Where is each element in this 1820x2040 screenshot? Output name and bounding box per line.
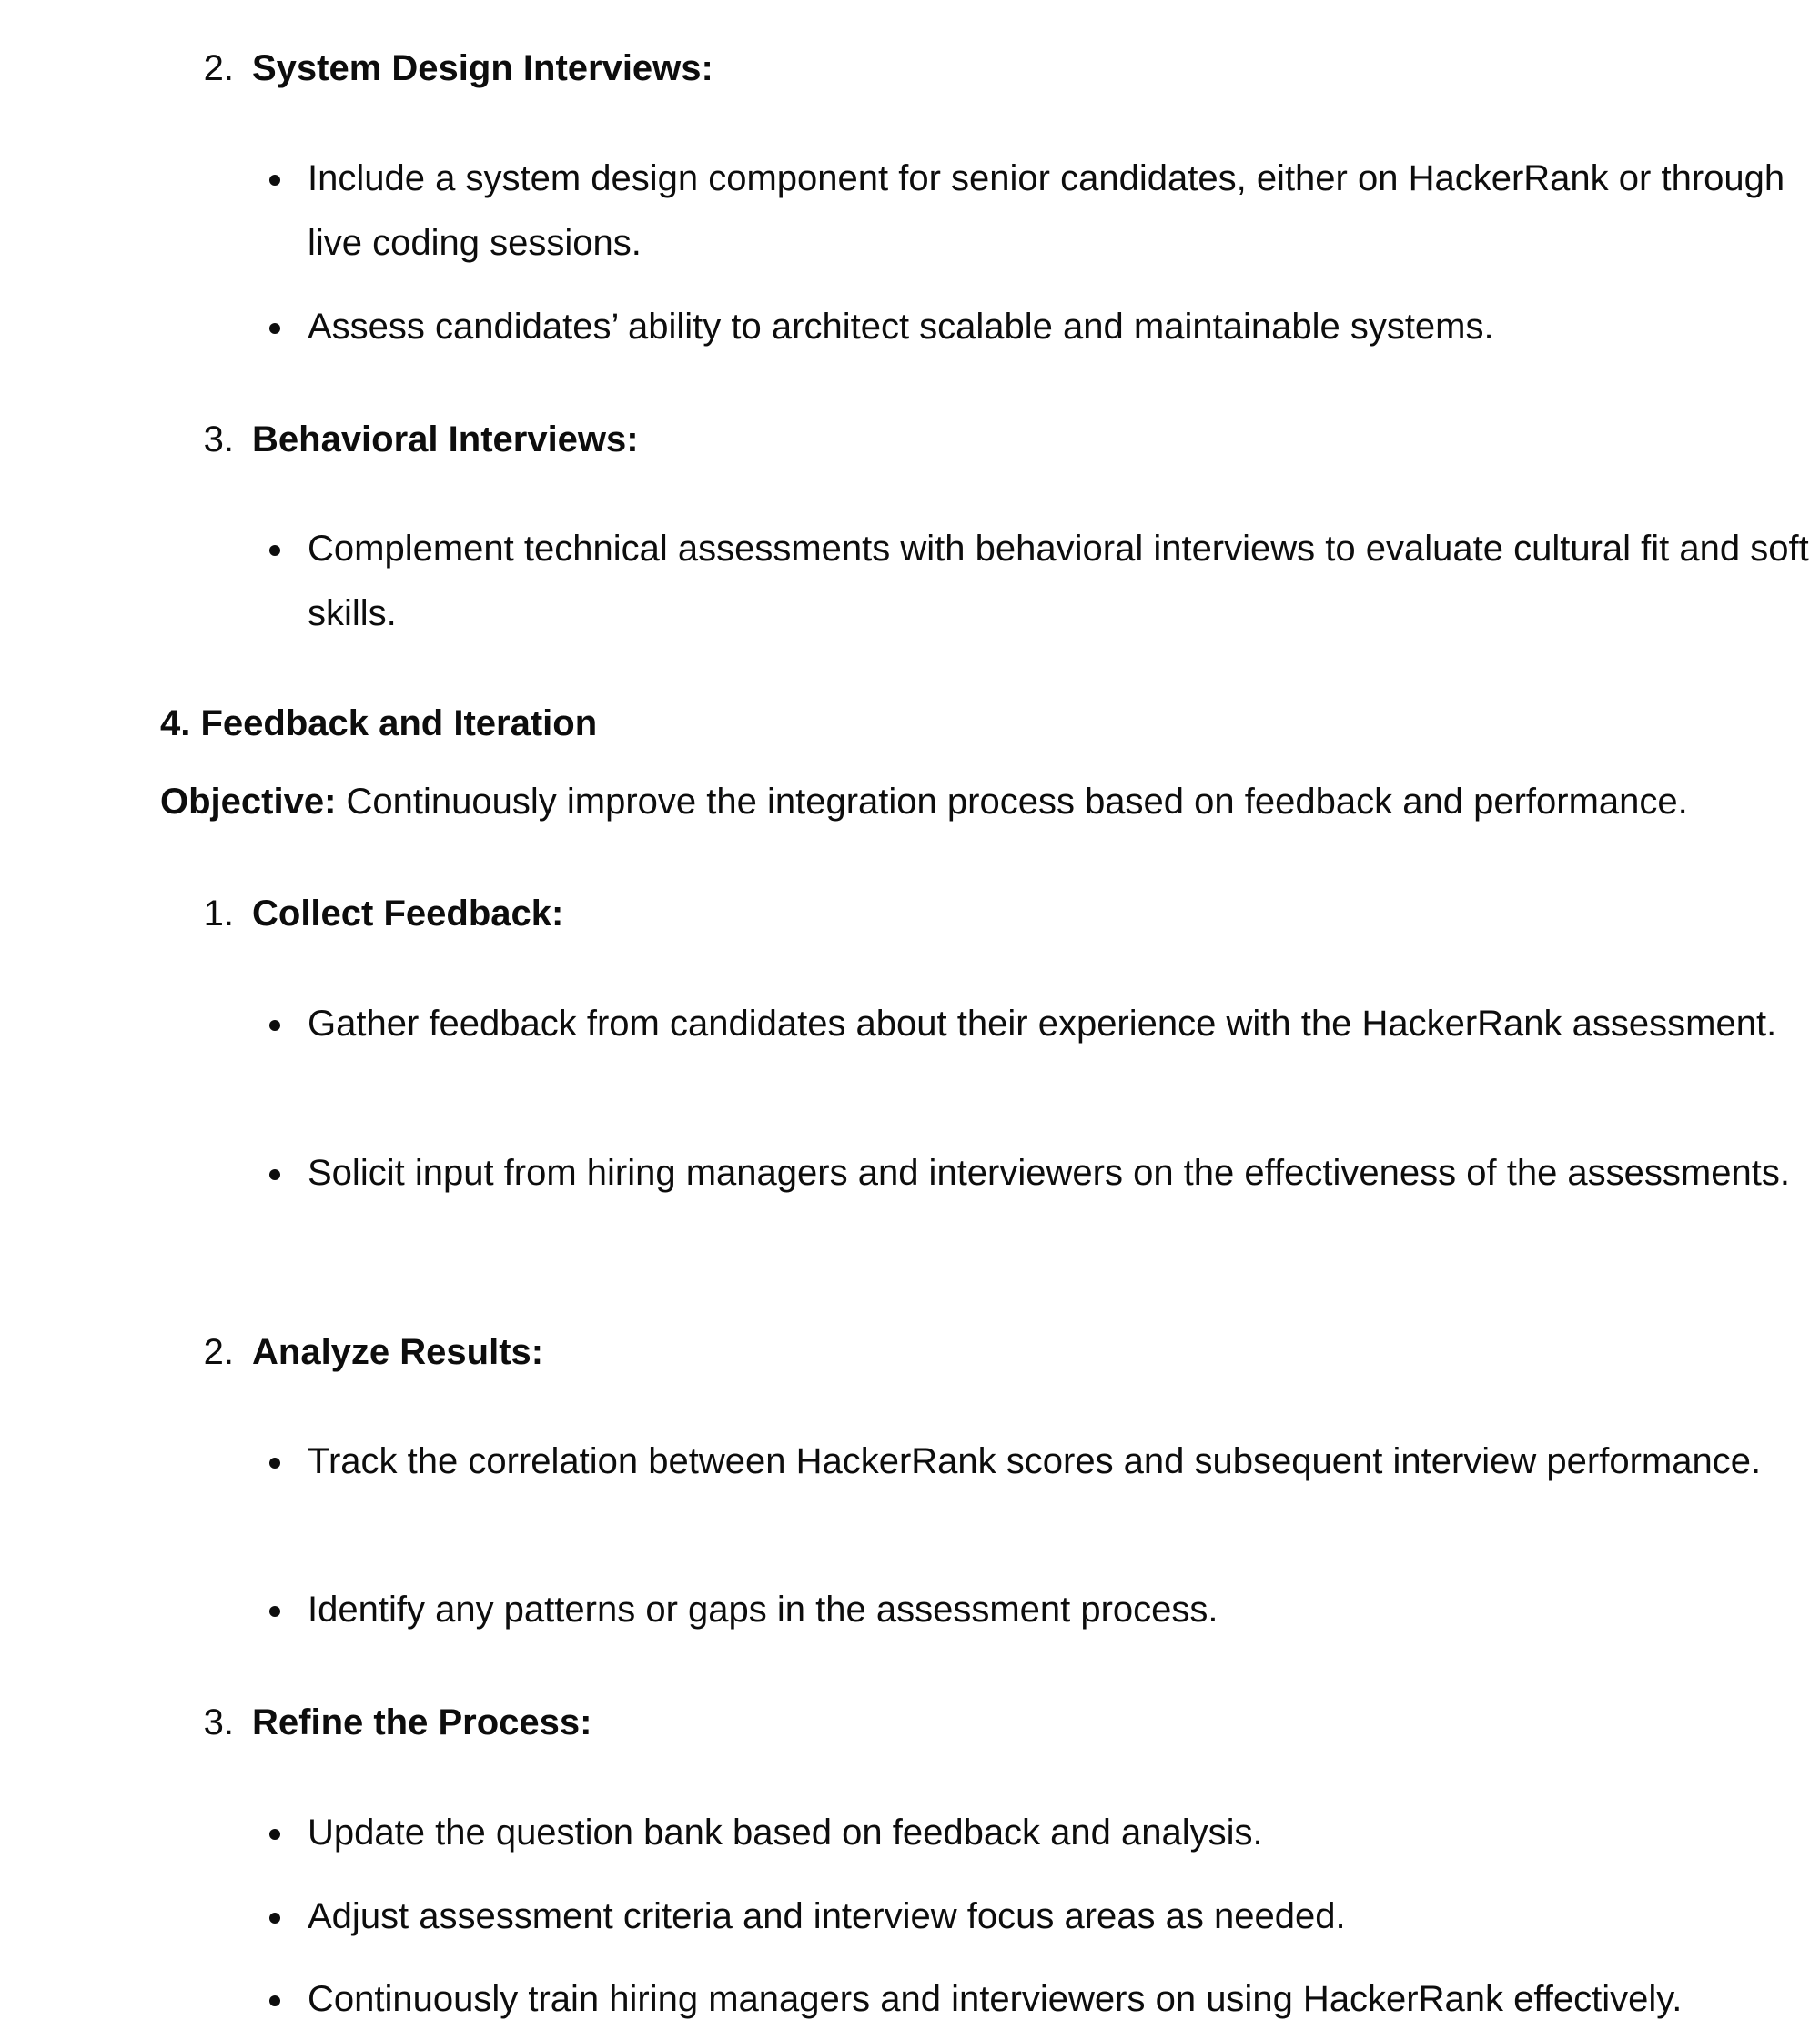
- list-number: 2.: [203, 48, 234, 88]
- bullet-item: [308, 1578, 1809, 1642]
- bullet-text: Complement technical assessments with behavioral interviews to evaluate cultural fit and soft skills.: [308, 529, 1809, 633]
- bullet-text: Include a system design component for senior candidates, either on HackerRank or through live coding sessions.: [308, 158, 1785, 263]
- objective-label: Objective:: [160, 782, 337, 822]
- objective-line: [160, 774, 1688, 829]
- bullet-text: Assess candidates’ ability to architect scalable and maintainable systems.: [308, 307, 1494, 347]
- bullet-dot-icon: [269, 1913, 280, 1924]
- list-item-title: System Design Interviews:: [252, 48, 713, 88]
- bullet-item: [308, 1801, 1809, 1865]
- bullet-text: Gather feedback from candidates about their experience with the HackerRank assessment.: [308, 1004, 1777, 1044]
- list-number: 3.: [203, 419, 234, 460]
- bullet-dot-icon: [269, 1829, 280, 1840]
- bullet-text: Continuously train hiring managers and interviewers on using HackerRank effectively.: [308, 1979, 1683, 2019]
- list-item-title: Collect Feedback:: [252, 894, 564, 934]
- bullet-dot-icon: [269, 1995, 280, 2006]
- numbered-heading-analyze-results: [176, 1325, 543, 1379]
- list-number: 2.: [203, 1332, 234, 1372]
- bullet-text: Track the correlation between HackerRank scores and subsequent interview performance.: [308, 1441, 1762, 1481]
- bullet-text: Adjust assessment criteria and interview focus areas as needed.: [308, 1896, 1346, 1936]
- bullet-text: Update the question bank based on feedback and analysis.: [308, 1813, 1263, 1853]
- bullet-item: [308, 1884, 1809, 1949]
- bullet-dot-icon: [269, 1606, 280, 1617]
- bullet-text: Identify any patterns or gaps in the assessment process.: [308, 1590, 1218, 1630]
- list-number: 3.: [203, 1702, 234, 1742]
- bullet-dot-icon: [269, 323, 280, 334]
- bullet-dot-icon: [269, 1020, 280, 1031]
- bullet-item: [308, 1141, 1809, 1206]
- bullet-item: [308, 992, 1809, 1056]
- bullet-dot-icon: [269, 545, 280, 556]
- bullet-item: [308, 295, 1809, 359]
- section-heading: 4. Feedback and Iteration: [160, 703, 598, 743]
- bullet-text: Solicit input from hiring managers and interviewers on the effectiveness of the assessments.: [308, 1153, 1790, 1193]
- bullet-dot-icon: [269, 1458, 280, 1469]
- list-number: 1.: [203, 894, 234, 934]
- numbered-heading-system-design: [176, 41, 713, 96]
- bullet-item: [308, 1429, 1809, 1494]
- numbered-heading-behavioral: [176, 412, 639, 467]
- objective-text: Continuously improve the integration process based on feedback and performance.: [336, 782, 1688, 822]
- bullet-item: [308, 146, 1809, 276]
- bullet-item: [308, 1967, 1809, 2032]
- numbered-heading-collect-feedback: [176, 886, 563, 941]
- list-item-title: Behavioral Interviews:: [252, 419, 639, 460]
- list-item-title: Refine the Process:: [252, 1702, 592, 1742]
- list-item-title: Analyze Results:: [252, 1332, 544, 1372]
- bullet-item: [308, 517, 1809, 646]
- bullet-dot-icon: [269, 1169, 280, 1180]
- bullet-dot-icon: [269, 175, 280, 186]
- numbered-heading-refine-process: [176, 1695, 592, 1750]
